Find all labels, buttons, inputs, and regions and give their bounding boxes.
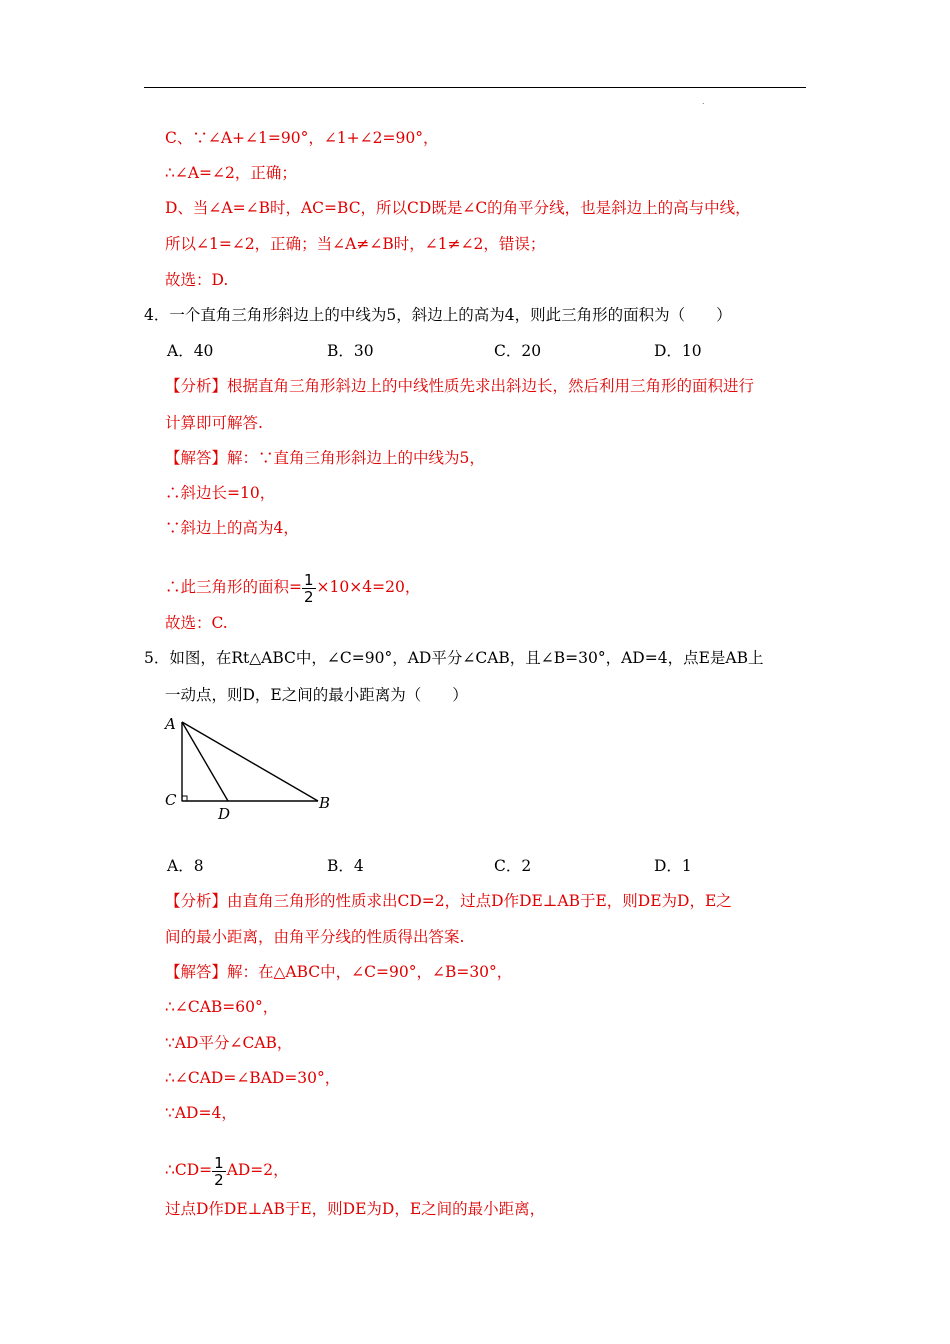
q4-option-c: C．20	[494, 342, 542, 360]
label-a: A	[165, 715, 176, 733]
q5-fraction-numerator: 1	[214, 1153, 224, 1172]
triangle-figure	[160, 712, 340, 827]
q5-solution-5: ∵AD=4，	[165, 1104, 237, 1122]
answer-line-c: C、∵∠A+∠1=90°，∠1+∠2=90°，	[165, 129, 439, 147]
q5-solution-4: ∴∠CAD=∠BAD=30°，	[165, 1069, 341, 1087]
label-c: C	[165, 791, 177, 809]
q5-analysis-cont: 间的最小距离，由角平分线的性质得出答案.	[165, 928, 465, 946]
label-d: D	[218, 805, 231, 823]
q5-solution-1: 【解答】解：在△ABC中，∠C=90°，∠B=30°，	[165, 963, 513, 981]
q5-option-b: B．4	[327, 857, 364, 875]
q5-analysis: 【分析】由直角三角形的性质求出CD=2，过点D作DE⊥AB于E，则DE为D，E之	[165, 892, 732, 910]
header-rule	[144, 87, 806, 88]
q5-option-a: A．8	[167, 857, 204, 875]
question-5-stem: 5．如图，在Rt△ABC中，∠C=90°，AD平分∠CAB，且∠B=30°，AD=4，点E是AB上	[144, 649, 764, 667]
side-ab	[182, 722, 318, 801]
q4-fraction-denominator: 2	[304, 587, 314, 606]
label-b: B	[319, 794, 331, 812]
q4-solution-4	[165, 570, 420, 605]
q5-option-c: C．2	[494, 857, 532, 875]
answer-choice: 故选：D.	[165, 271, 229, 289]
answer-line-d-cont: 所以∠1=∠2，正确；当∠A≠∠B时，∠1≠∠2，错误；	[165, 235, 546, 253]
q5-fraction	[212, 1155, 226, 1188]
q5-option-d: D．1	[654, 857, 692, 875]
q4-area-text: ∴此三角形的面积=	[165, 578, 302, 596]
q4-area-result: ×10×4=20，	[316, 578, 421, 596]
header-dot: .	[702, 97, 705, 106]
q4-answer: 故选：C.	[165, 614, 228, 632]
q4-analysis: 【分析】根据直角三角形斜边上的中线性质先求出斜边长，然后利用三角形的面积进行	[165, 377, 755, 395]
q5-cd-result: AD=2，	[226, 1161, 289, 1179]
question-5-stem-cont: 一动点，则D，E之间的最小距离为（ ）	[165, 686, 468, 704]
q4-fraction-numerator: 1	[304, 570, 314, 589]
question-4-stem: 4．一个直角三角形斜边上的中线为5，斜边上的高为4，则此三角形的面积为（ ）	[144, 306, 732, 324]
q4-option-b: B．30	[327, 342, 374, 360]
answer-line-c-conclusion: ∴∠A=∠2，正确；	[165, 164, 297, 182]
q5-solution-2: ∴∠CAB=60°，	[165, 998, 279, 1016]
q5-solution-6	[165, 1153, 289, 1188]
q4-fraction	[302, 572, 316, 605]
q4-solution-2: ∴斜边长=10，	[165, 484, 276, 502]
q4-option-d: D．10	[654, 342, 702, 360]
right-angle-mark	[182, 796, 187, 801]
q4-option-a: A．40	[167, 342, 214, 360]
segment-ad	[182, 722, 228, 801]
q5-solution-7: 过点D作DE⊥AB于E，则DE为D，E之间的最小距离，	[165, 1200, 546, 1218]
answer-line-d: D、当∠A=∠B时，AC=BC，所以CD既是∠C的角平分线，也是斜边上的高与中线，	[165, 199, 751, 217]
q5-solution-3: ∵AD平分∠CAB，	[165, 1034, 293, 1052]
q5-fraction-denominator: 2	[214, 1170, 224, 1189]
q5-cd-text: ∴CD=	[165, 1161, 213, 1179]
q4-solution-3: ∵斜边上的高为4，	[165, 519, 299, 537]
q4-analysis-cont: 计算即可解答.	[165, 414, 263, 432]
q4-solution-1: 【解答】解：∵直角三角形斜边上的中线为5，	[165, 449, 485, 467]
